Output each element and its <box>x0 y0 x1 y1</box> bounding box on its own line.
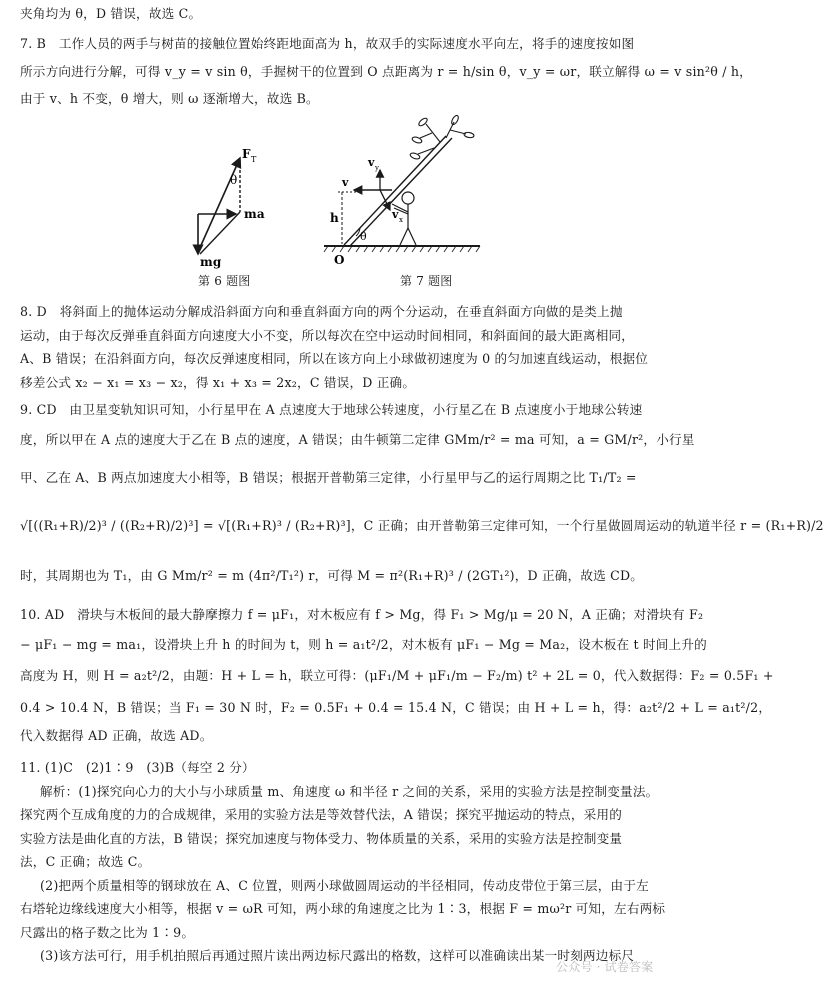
text-line: 11. (1)C (2)1∶9 (3)B（每空 2 分） <box>20 760 255 775</box>
label-theta: θ <box>360 230 367 243</box>
label-vx: v <box>392 208 399 221</box>
text-line: 10. AD 滑块与木板间的最大静摩擦力 f = μF₁，对木板应有 f > Mg，得 F₁ > Mg/μ = 20 N，A 正确；对滑块有 F₂ <box>20 607 704 622</box>
label-ma: ma <box>244 207 265 221</box>
label-ft: F <box>242 147 251 161</box>
text-line: 运动，由于每次反弹垂直斜面方向速度大小不变，所以每次在空中运动时间相同，和斜面间的最大距离相同， <box>20 327 635 343</box>
watermark: 公众号 · 试卷答案 <box>556 960 654 974</box>
label-vy-sub: y <box>375 164 380 172</box>
q6-ending <box>20 2 675 26</box>
text-line: 9. CD 由卫星变轨知识可知，小行星甲在 A 点速度大于地球公转速度，小行星乙在 B 点速度小于地球公转速 <box>20 402 643 417</box>
tree-branches <box>409 114 474 160</box>
text-line: 右塔轮边缘线速度大小相等，根据 v = ωR 可知，两小球的角速度之比为 1∶3，根据 F = mω²r 可知，左右两标 <box>20 901 666 916</box>
q9-solution <box>20 398 824 598</box>
q8-solution <box>20 300 675 394</box>
text-line: 探究两个互成角度的力的合成规律，采用的实验方法是等效替代法，A 错误；探究平抛运动的特点，采用的 <box>20 807 623 822</box>
text-line: 实验方法是曲化直的方法，B 错误；探究加速度与物体受力、物体质量的关系，采用的实验方法是控制变量 <box>20 830 623 846</box>
text-line: 甲、乙在 A、B 两点加速度大小相等，B 错误；根据开普勒第三定律，小行星甲与乙的运行周期之比 T₁/T₂ = <box>20 469 637 485</box>
q11-solution <box>20 756 675 968</box>
label-o: O <box>334 253 345 267</box>
label-theta: θ <box>230 173 238 187</box>
q7-solution <box>20 32 752 110</box>
velocity-vx-arrow <box>380 190 390 210</box>
text-line: 7. B 工作人员的两手与树苗的接触位置始终距地面高为 h，故双手的实际速度水平向左，将手的速度按如图 <box>20 36 635 51</box>
text-line: 尺露出的格子数之比为 1∶9。 <box>20 924 195 940</box>
text-line: 0.4 > 10.4 N，B 错误；当 F₁ = 30 N 时，F₂ = 0.5F₁ + 0.4 = 15.4 N，C 错误；由 H + L = h，得：a₂t²/2 + L = a₁t²/2， <box>20 700 772 715</box>
text-line: 由于 v、h 不变，θ 增大，则 ω 逐渐增大，故选 B。 <box>20 90 319 106</box>
label-v: v <box>342 176 349 189</box>
label-ft-sub: T <box>251 155 257 164</box>
text-line: 解析：(1)探究向心力的大小与小球质量 m、角速度 ω 和半径 r 之间的关系，采用的实验方法是控制变量法。 <box>40 783 659 799</box>
text-line: 法，C 正确；故选 C。 <box>20 854 151 869</box>
text-line: A、B 错误；在沿斜面方向，每次反弹速度相同，所以在该方向上小球做初速度为 0 的匀加速直线运动，根据位 <box>20 351 649 366</box>
q10-solution <box>20 600 774 748</box>
fig7-tree-diagram <box>322 118 482 268</box>
label-mg: mg <box>200 255 222 269</box>
text-line: 夹角均为 θ，D 错误，故选 C。 <box>20 6 202 21</box>
text-line: √[((R₁+R)/2)³ / ((R₂+R)/2)³] = √[(R₁+R)³ / (R₂+R)³]，C 正确；由开普勒第三定律可知，一个行星做圆周运动的轨道半径 r = (R₁+R)/2 <box>20 517 824 533</box>
text-line: 代入数据得 AD 正确，故选 AD。 <box>20 728 213 743</box>
text-line: (3)该方法可行，用手机拍照后再通过照片读出两边标尺露出的格数，这样可以准确读出某一时刻两边标尺 <box>40 948 635 963</box>
fig6-force-diagram <box>160 142 290 272</box>
text-line: (2)把两个质量相等的钢球放在 A、C 位置，则两小球做圆周运动的半径相同，传动皮带位于第三层，由于左 <box>40 877 649 893</box>
text-line: 8. D 将斜面上的抛体运动分解成沿斜面方向和垂直斜面方向的两个分运动，在垂直斜面方向做的是类上抛 <box>20 304 623 319</box>
text-line: 高度为 H，则 H = a₂t²/2，由题：H + L = h，联立可得：(μF₁/M + μF₁/m − F₂/m) t² + 2L = 0，代入数据得：F₂ = 0.5F₁ + <box>20 668 774 683</box>
label-vx-sub: x <box>399 216 404 224</box>
text-line: 度，所以甲在 A 点的速度大于乙在 B 点的速度，A 错误；由牛顿第二定律 GMm/r² = ma 可知，a = GM/r²，小行星 <box>20 431 695 447</box>
fig7-caption: 第 7 题图 <box>400 274 453 288</box>
label-vy: v <box>368 156 375 169</box>
fig6-caption: 第 6 题图 <box>198 274 251 288</box>
text-line: 移差公式 x₂ − x₁ = x₃ − x₂，得 x₁ + x₃ = 2x₂，C 错误，D 正确。 <box>20 374 416 390</box>
text-line: − μF₁ − mg = ma₁，设滑块上升 h 的时间为 t，则 h = a₁t²/2，对木板有 μF₁ − Mg = Ma₂，设木板在 t 时间上升的 <box>20 637 707 652</box>
text-line: 所示方向进行分解，可得 v_y = v sin θ，手握树干的位置到 O 点距离为 r = h/sin θ，v_y = ωr，联立解得 ω = v sin²θ / h， <box>20 63 752 79</box>
label-h: h <box>330 211 339 225</box>
text-line: 时，其周期也为 T₁，由 G Mm/r² = m (4π²/T₁²) r，可得 M = π²(R₁+R)³ / (2GT₁²)，D 正确，故选 CD。 <box>20 567 644 583</box>
